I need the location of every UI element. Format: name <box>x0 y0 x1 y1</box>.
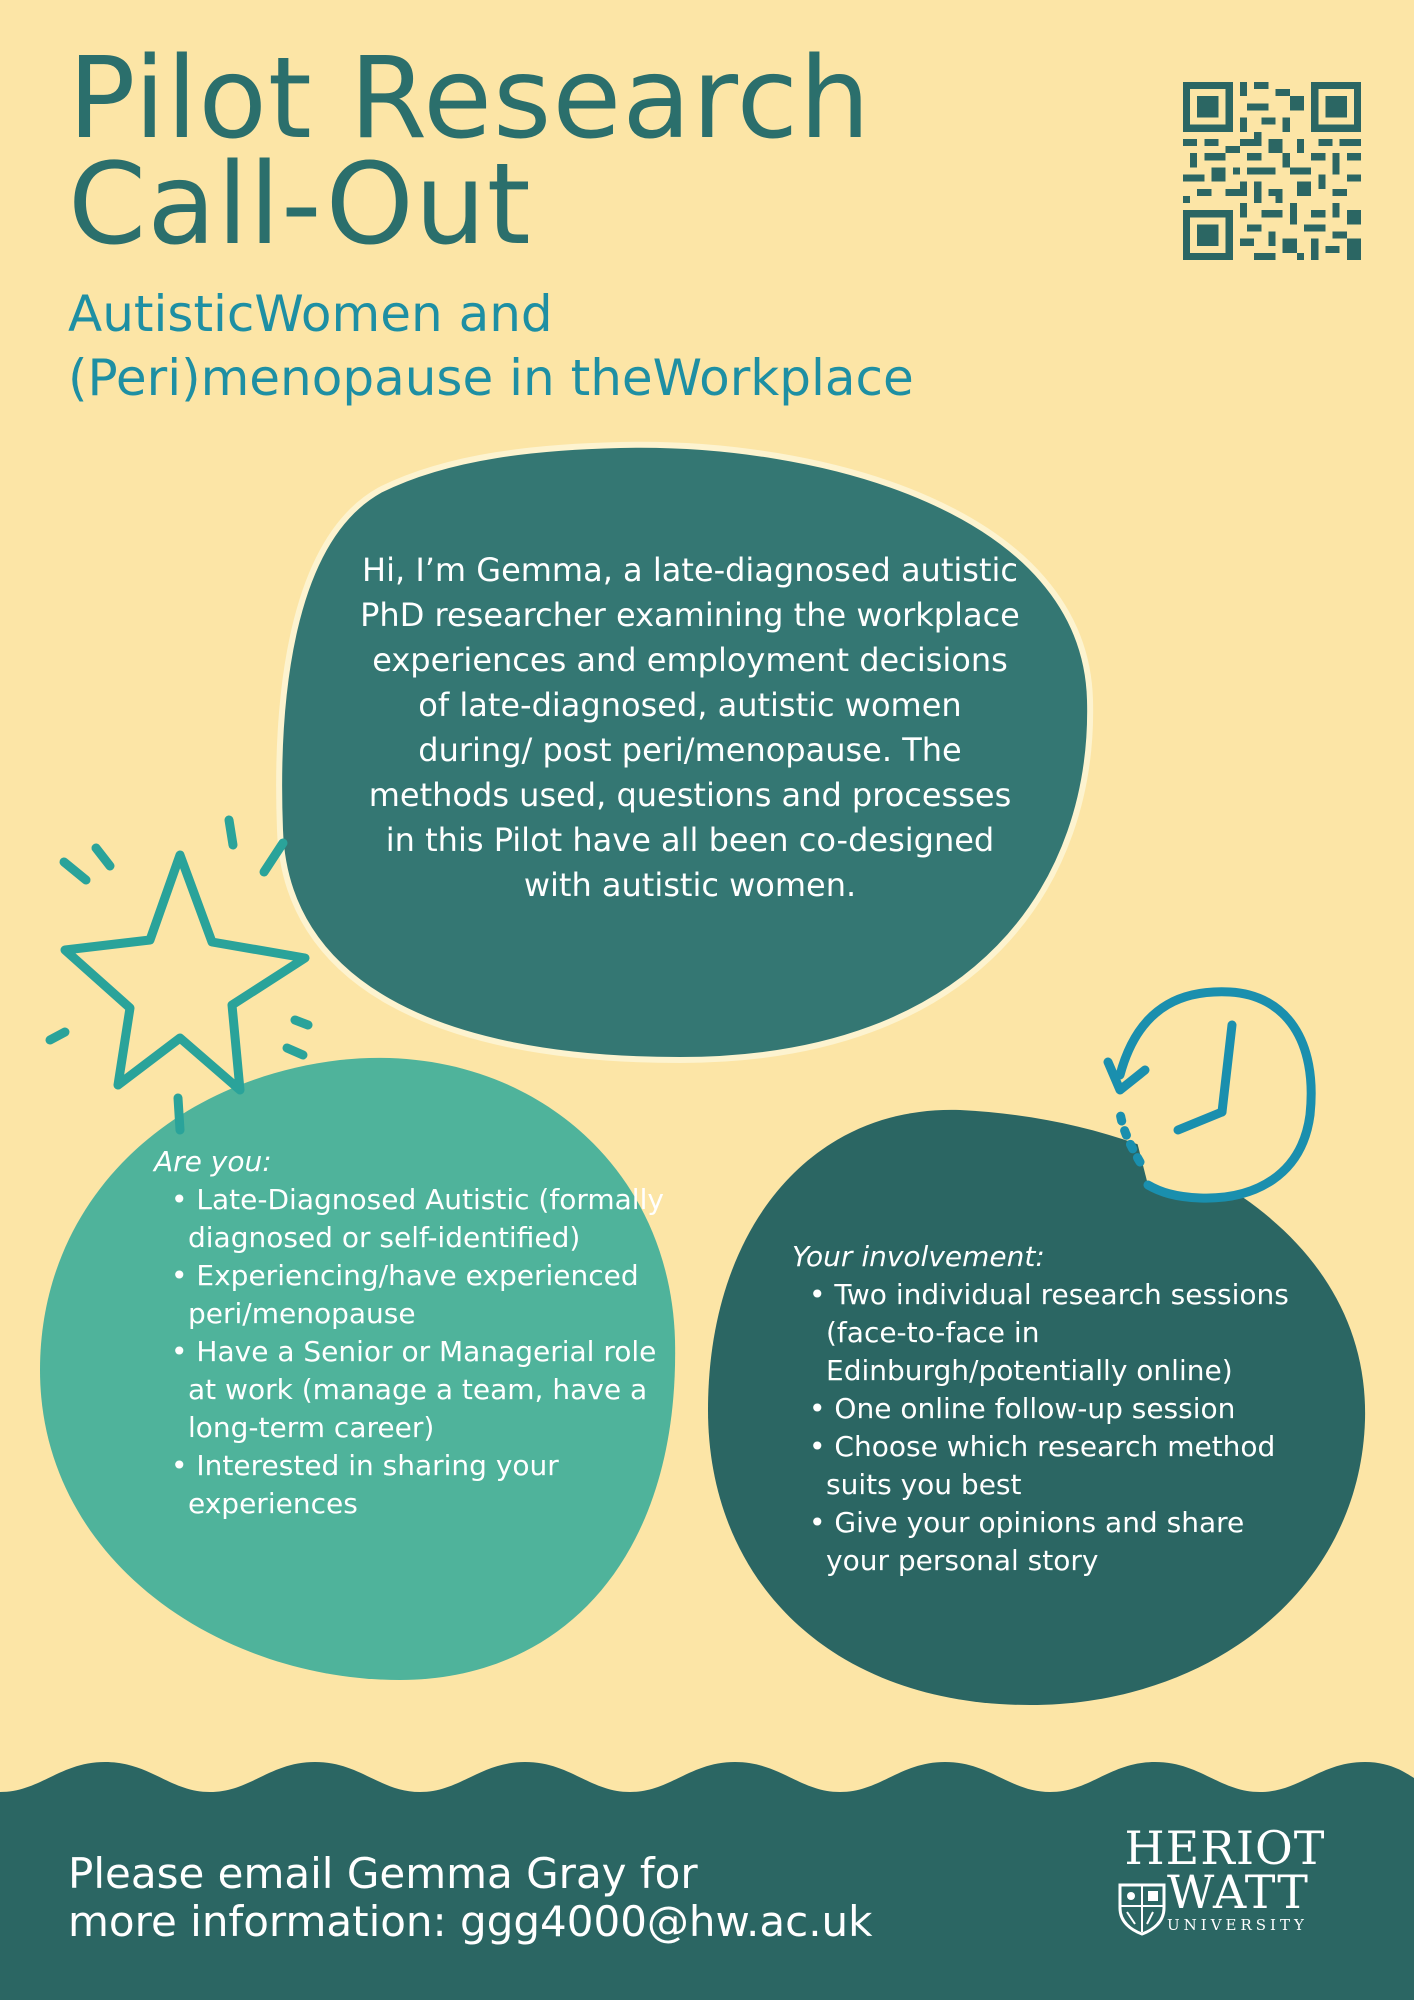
subtitle-line-1: AutisticWomen and <box>68 285 553 343</box>
university-logo <box>1115 1821 1335 1934</box>
involvement-heading: Your involvement: <box>792 1240 1045 1273</box>
qr-code-icon[interactable] <box>1183 82 1361 260</box>
list-item: • Late-Diagnosed Autistic (formally diagnosed or self-identified) <box>154 1181 674 1257</box>
involvement-list <box>792 1276 1312 1580</box>
logo-line-1: HERIOT <box>1124 1821 1326 1875</box>
logo-line-2: WATT <box>1167 1865 1309 1919</box>
involvement-section <box>792 1238 1312 1580</box>
page-title <box>68 34 872 270</box>
title-line-1: Pilot Research <box>68 34 872 164</box>
title-line-2: Call-Out <box>68 140 532 270</box>
list-item: • Experiencing/have experienced peri/menopause <box>154 1257 674 1333</box>
list-item: • One online follow-up session <box>792 1390 1312 1428</box>
list-item: • Give your opinions and share your personal story <box>792 1504 1312 1580</box>
contact-line-1: Please email Gemma Gray for <box>68 1849 698 1898</box>
list-item: • Two individual research sessions (face-to-face in Edinburgh/potentially online) <box>792 1276 1312 1390</box>
contact-info <box>68 1850 873 1946</box>
page-subtitle <box>68 282 914 410</box>
eligibility-heading: Are you: <box>154 1145 272 1178</box>
intro-text: Hi, I’m Gemma, a late-diagnosed autistic PhD researcher examining the workplace experiences and employment decisions of late-diagnosed, autistic women during/ post peri/menopause. The methods used, questions and processes in this Pilot have all been co-designed with autistic women. <box>360 551 1020 904</box>
subtitle-line-2: (Peri)menopause in theWorkplace <box>68 349 914 407</box>
list-item: • Choose which research method suits you best <box>792 1428 1312 1504</box>
logo-line-3: UNIVERSITY <box>1167 1916 1308 1934</box>
list-item: • Interested in sharing your experiences <box>154 1447 674 1523</box>
eligibility-section <box>154 1143 674 1523</box>
crest-icon <box>1117 1882 1167 1936</box>
contact-line-2[interactable]: more information: ggg4000@hw.ac.uk <box>68 1897 873 1946</box>
list-item: • Have a Senior or Managerial role at work (manage a team, have a long-term career) <box>154 1333 674 1447</box>
eligibility-list <box>154 1181 674 1523</box>
